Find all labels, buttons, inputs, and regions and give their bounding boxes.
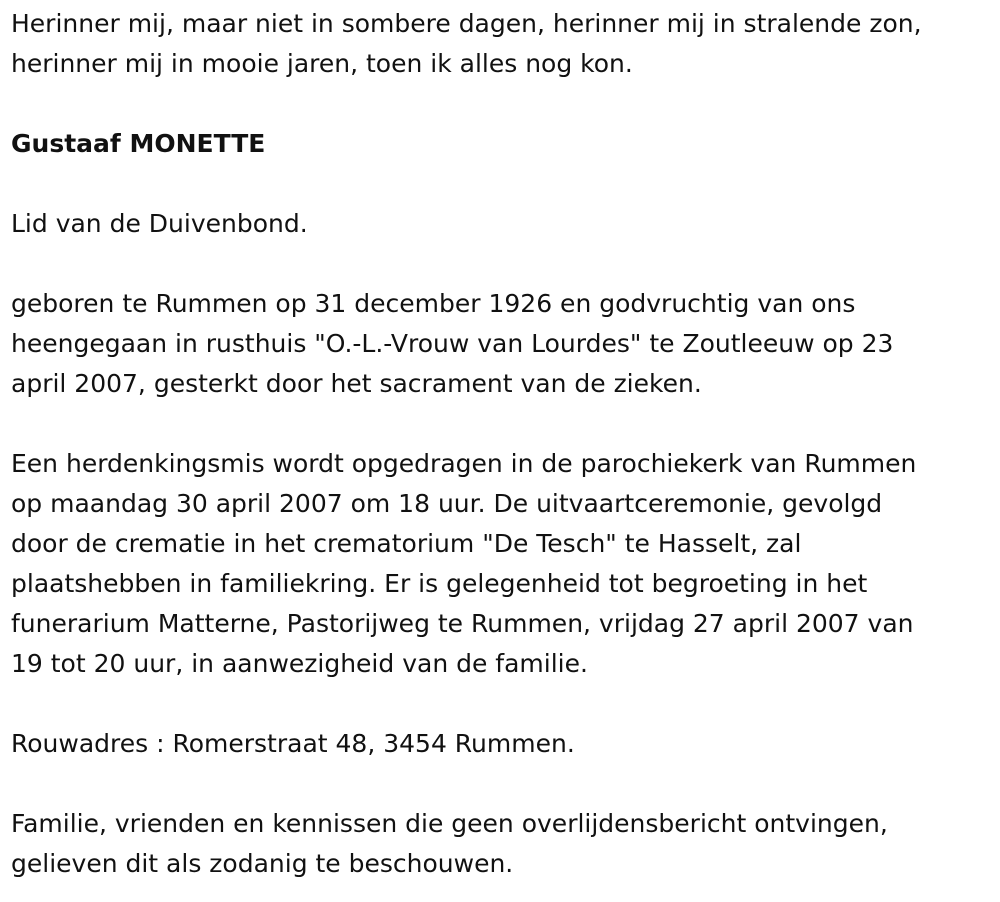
birth-death-paragraph bbox=[11, 284, 996, 404]
ceremony-line: op maandag 30 april 2007 om 18 uur. De uitvaartceremonie, gevolgd bbox=[11, 489, 883, 518]
closing-line: Familie, vrienden en kennissen die geen overlijdensbericht ontvingen, bbox=[11, 809, 888, 838]
birth-death-line: heengegaan in rusthuis "O.-L.-Vrouw van Lourdes" te Zoutleeuw op 23 bbox=[11, 329, 894, 358]
ceremony-line: door de crematie in het crematorium "De Tesch" te Hasselt, zal bbox=[11, 529, 802, 558]
closing-paragraph bbox=[11, 804, 996, 884]
birth-death-line: geboren te Rummen op 31 december 1926 en godvruchtig van ons bbox=[11, 289, 856, 318]
poem-line: herinner mij in mooie jaren, toen ik alles nog kon. bbox=[11, 49, 633, 78]
ceremony-line: 19 tot 20 uur, in aanwezigheid van de familie. bbox=[11, 649, 588, 678]
deceased-name: Gustaaf MONETTE bbox=[11, 129, 266, 158]
deceased-name-paragraph bbox=[11, 124, 996, 164]
obituary-notice bbox=[11, 4, 996, 884]
ceremony-line: plaatshebben in familiekring. Er is gelegenheid tot begroeting in het bbox=[11, 569, 868, 598]
address-paragraph bbox=[11, 724, 996, 764]
ceremony-line: Een herdenkingsmis wordt opgedragen in de parochiekerk van Rummen bbox=[11, 449, 917, 478]
poem-paragraph bbox=[11, 4, 996, 84]
ceremony-line: funerarium Matterne, Pastorijweg te Rummen, vrijdag 27 april 2007 van bbox=[11, 609, 914, 638]
membership-text: Lid van de Duivenbond. bbox=[11, 209, 308, 238]
poem-line: Herinner mij, maar niet in sombere dagen, herinner mij in stralende zon, bbox=[11, 9, 922, 38]
closing-line: gelieven dit als zodanig te beschouwen. bbox=[11, 849, 514, 878]
birth-death-line: april 2007, gesterkt door het sacrament van de zieken. bbox=[11, 369, 702, 398]
mourning-address: Rouwadres : Romerstraat 48, 3454 Rummen. bbox=[11, 729, 575, 758]
membership-paragraph bbox=[11, 204, 996, 244]
ceremony-paragraph bbox=[11, 444, 996, 684]
